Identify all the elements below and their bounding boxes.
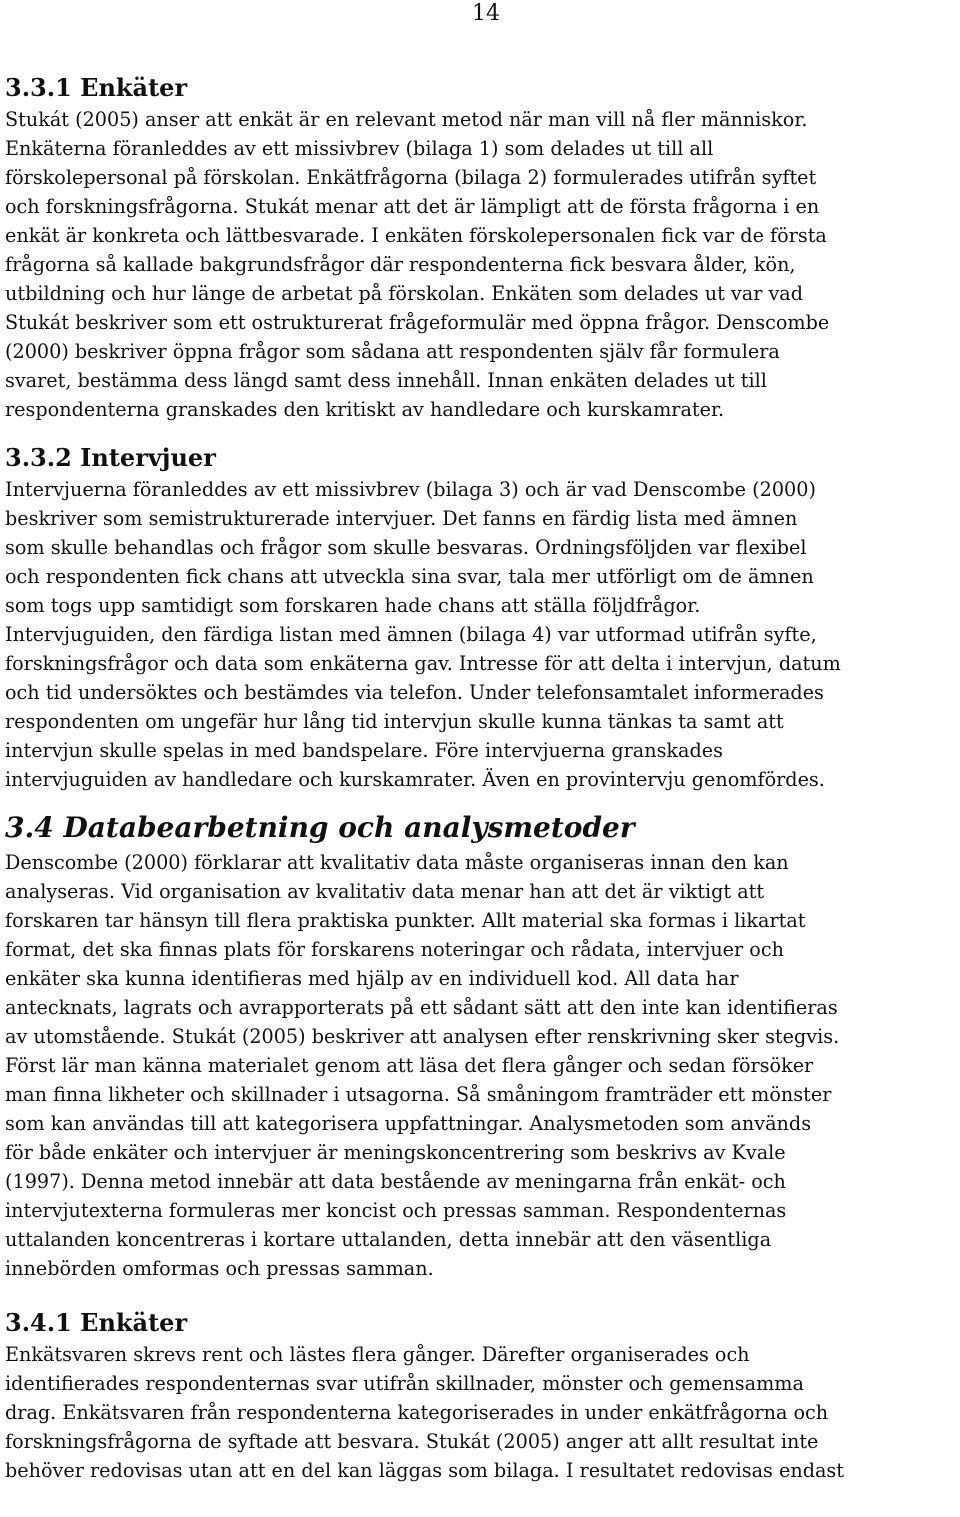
- text-line: frågorna så kallade bakgrundsfrågor där respondenterna fick besvara ålder, kön,: [5, 253, 796, 276]
- text-line: enkät är konkreta och lättbesvarade. I enkäten förskolepersonalen fick var de första: [5, 224, 827, 247]
- text-line: format, det ska finnas plats för forskarens noteringar och rådata, intervjuer och: [5, 938, 784, 961]
- section-heading-enkater: 3.3.1 Enkäter: [5, 73, 188, 102]
- text-line: uttalanden koncentreras i kortare uttalanden, detta innebär att den väsentliga: [5, 1228, 772, 1251]
- text-line: Stukát (2005) anser att enkät är en relevant metod när man vill nå fler människor.: [5, 108, 808, 131]
- text-line: (1997). Denna metod innebär att data bestående av meningarna från enkät- och: [5, 1170, 786, 1193]
- text-line: Denscombe (2000) förklarar att kvalitativ data måste organiseras innan den kan: [5, 851, 789, 874]
- text-line: och respondenten fick chans att utveckla sina svar, tala mer utförligt om de ämnen: [5, 565, 814, 588]
- text-line: intervjun skulle spelas in med bandspelare. Före intervjuerna granskades: [5, 739, 723, 762]
- text-line: Intervjuerna föranleddes av ett missivbrev (bilaga 3) och är vad Denscombe (2000): [5, 478, 816, 501]
- text-line: som togs upp samtidigt som forskaren hade chans att ställa följdfrågor.: [5, 594, 701, 617]
- text-line: Intervjuguiden, den färdiga listan med ämnen (bilaga 4) var utformad utifrån syfte,: [5, 623, 817, 646]
- text-line: man finna likheter och skillnader i utsagorna. Så småningom framträder ett mönster: [5, 1083, 832, 1106]
- text-line: respondenterna granskades den kritiskt av handledare och kurskamrater.: [5, 398, 725, 421]
- text-line: för både enkäter och intervjuer är meningskoncentrering som beskrivs av Kvale: [5, 1141, 786, 1164]
- text-line: enkäter ska kunna identifieras med hjälp av en individuell kod. All data har: [5, 967, 739, 990]
- text-line: som kan användas till att kategorisera uppfattningar. Analysmetoden som används: [5, 1112, 812, 1135]
- text-line: innebörden omformas och pressas samman.: [5, 1257, 434, 1280]
- section-heading-enkater-analys: 3.4.1 Enkäter: [5, 1308, 188, 1337]
- paragraph-enkater: [5, 105, 955, 424]
- text-line: drag. Enkätsvaren från respondenterna kategoriserades in under enkätfrågorna och: [5, 1401, 829, 1424]
- text-line: förskolepersonal på förskolan. Enkätfrågorna (bilaga 2) formulerades utifrån syftet: [5, 166, 817, 189]
- text-line: svaret, bestämma dess längd samt dess innehåll. Innan enkäten delades ut till: [5, 369, 767, 392]
- text-line: (2000) beskriver öppna frågor som sådana att respondenten själv får formulera: [5, 340, 780, 363]
- text-line: Enkäterna föranleddes av ett missivbrev (bilaga 1) som delades ut till all: [5, 137, 714, 160]
- text-line: forskningsfrågorna de syftade att besvara. Stukát (2005) anger att allt resultat inte: [5, 1430, 819, 1453]
- text-line: forskningsfrågor och data som enkäterna gav. Intresse för att delta i intervjun, datum: [5, 652, 841, 675]
- document-body: [5, 70, 955, 1485]
- paragraph-databearbetning: [5, 848, 955, 1283]
- text-line: intervjuguiden av handledare och kurskamrater. Även en provintervju genomfördes.: [5, 768, 825, 791]
- text-line: antecknats, lagrats och avrapporterats på ett sådant sätt att den inte kan identifieras: [5, 996, 838, 1019]
- section-heading-databearbetning: 3.4 Databearbetning och analysmetoder: [5, 811, 635, 844]
- paragraph-intervjuer: [5, 475, 955, 794]
- text-line: beskriver som semistrukturerade intervjuer. Det fanns en färdig lista med ämnen: [5, 507, 798, 530]
- text-line: respondenten om ungefär hur lång tid intervjun skulle kunna tänkas ta samt att: [5, 710, 784, 733]
- text-line: som skulle behandlas och frågor som skulle besvaras. Ordningsföljden var flexibel: [5, 536, 807, 559]
- page-number: 14: [472, 1, 500, 26]
- text-line: analyseras. Vid organisation av kvalitativ data menar han att det är viktigt att: [5, 880, 765, 903]
- text-line: och forskningsfrågorna. Stukát menar att det är lämpligt att de första frågorna i en: [5, 195, 820, 218]
- text-line: forskaren tar hänsyn till flera praktiska punkter. Allt material ska formas i likartat: [5, 909, 806, 932]
- text-line: utbildning och hur länge de arbetat på förskolan. Enkäten som delades ut var vad: [5, 282, 804, 305]
- text-line: identifierades respondenternas svar utifrån skillnader, mönster och gemensamma: [5, 1372, 804, 1395]
- text-line: Först lär man känna materialet genom att läsa det flera gånger och sedan försöker: [5, 1054, 814, 1077]
- text-line: Stukát beskriver som ett ostrukturerat frågeformulär med öppna frågor. Denscombe: [5, 311, 830, 334]
- paragraph-enkater-analys: [5, 1340, 955, 1485]
- text-line: Enkätsvaren skrevs rent och lästes flera gånger. Därefter organiserades och: [5, 1343, 750, 1366]
- text-line: av utomstående. Stukát (2005) beskriver att analysen efter renskrivning sker stegvis.: [5, 1025, 840, 1048]
- section-heading-intervjuer: 3.3.2 Intervjuer: [5, 443, 216, 472]
- text-line: behöver redovisas utan att en del kan läggas som bilaga. I resultatet redovisas endast: [5, 1459, 844, 1482]
- text-line: intervjutexterna formuleras mer koncist och pressas samman. Respondenternas: [5, 1199, 787, 1222]
- text-line: och tid undersöktes och bestämdes via telefon. Under telefonsamtalet informerades: [5, 681, 824, 704]
